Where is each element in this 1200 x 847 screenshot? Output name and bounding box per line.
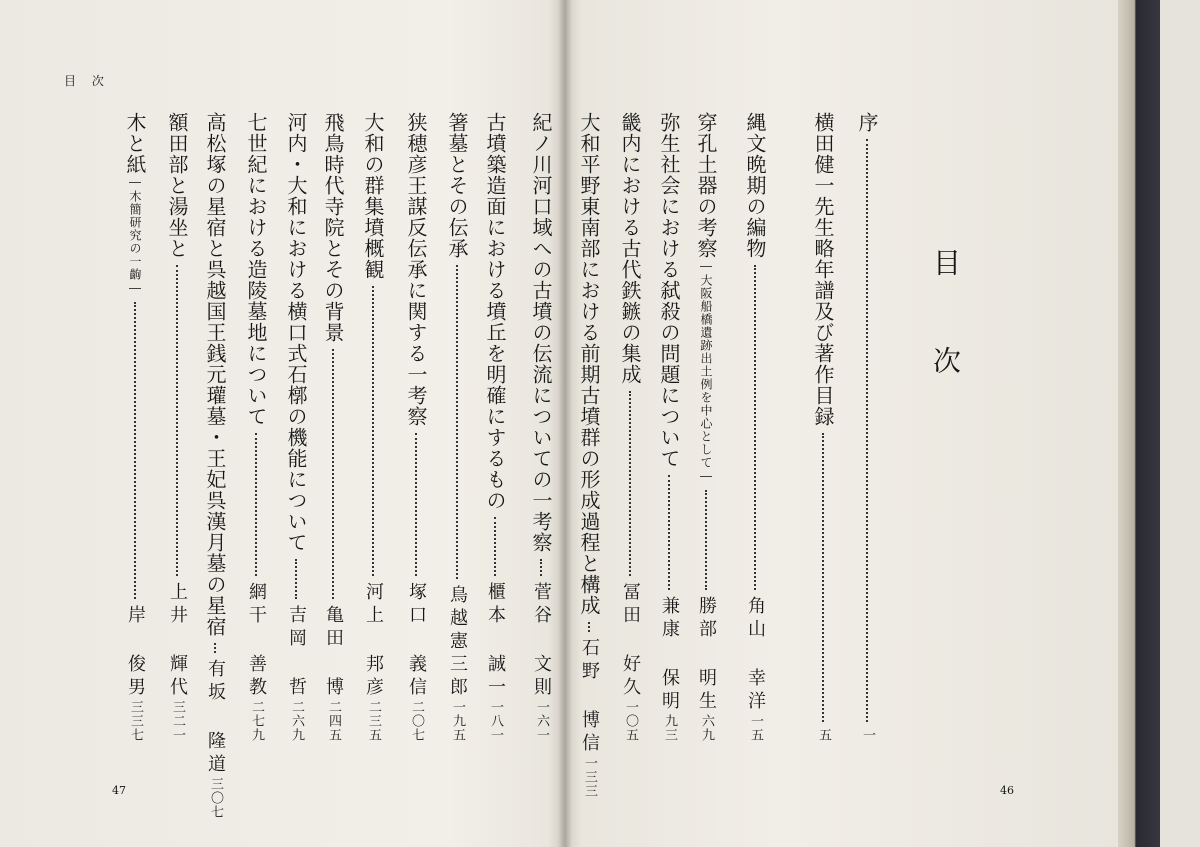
toc-entry — [482, 112, 508, 742]
toc-entry-author: 角山 幸洋 — [745, 596, 766, 714]
dot-leader — [822, 433, 824, 722]
toc-entry-title: 高松塚の星宿と呉越国王銭元瓘墓・王妃呉漢月墓の星宿 — [203, 112, 227, 637]
dot-leader — [415, 433, 417, 576]
toc-entry — [576, 112, 602, 798]
toc-entry-page: 一三三 — [582, 756, 597, 798]
toc-entry-page: 三二一 — [170, 700, 185, 742]
toc-entry-page: 一九五 — [450, 700, 465, 742]
dot-leader — [705, 490, 707, 590]
toc-entry — [122, 112, 148, 742]
toc-entry-author: 亀田 博 — [323, 605, 344, 700]
toc-entry-title: 大和の群集墳概観 — [361, 112, 385, 280]
toc-entry-page: 一五 — [748, 714, 763, 742]
toc-entry — [656, 112, 682, 742]
page-number-right: 46 — [1000, 784, 1014, 797]
dot-leader — [540, 559, 542, 576]
toc-entry-author: 吉岡 哲 — [286, 605, 307, 700]
toc-entry-title: 縄文晩期の編物 — [743, 112, 767, 259]
toc-entry-title: 穿孔土器の考察 — [694, 112, 718, 259]
toc-entry-title: 箸墓とその伝承 — [445, 112, 469, 259]
toc-entry — [810, 112, 836, 742]
toc-entry — [243, 112, 269, 742]
toc-entry-author: 河上 邦彦 — [363, 582, 384, 700]
dot-leader — [255, 433, 257, 576]
toc-entry-page: 二三五 — [366, 700, 381, 742]
toc-entry — [164, 112, 190, 742]
dot-leader — [456, 265, 458, 579]
toc-entry-title: 畿内における古代鉄鏃の集成 — [618, 112, 642, 385]
toc-entry-title: 紀ノ川河口域への古墳の伝流についての一考察 — [529, 112, 553, 553]
toc-entry — [693, 112, 719, 742]
toc-entry-page: 五 — [816, 728, 831, 742]
toc-entry-title: 弥生社会における弑殺の問題について — [657, 112, 681, 469]
toc-entry — [360, 112, 386, 742]
toc-entry-page: 一〇五 — [623, 700, 638, 742]
toc-entry-page: 一六一 — [534, 700, 549, 742]
toc-entry — [444, 112, 470, 742]
toc-entry-title: 横田健一先生略年譜及び著作目録 — [811, 112, 835, 427]
toc-entry — [202, 112, 228, 819]
dot-leader — [214, 643, 216, 653]
toc-entry — [854, 112, 880, 742]
page-number-left: 47 — [112, 784, 126, 797]
toc-entry-author: 石野 博信 — [579, 638, 600, 756]
toc-entry — [283, 112, 309, 742]
toc-entry — [617, 112, 643, 742]
toc-entry-title: 河内・大和における横口式石槨の機能について — [284, 112, 308, 553]
dot-leader — [134, 302, 136, 599]
dot-leader — [176, 265, 178, 576]
toc-entry-author: 上井 輝代 — [167, 582, 188, 700]
toc-entry-author: 勝部 明生 — [696, 596, 717, 714]
toc-entry-author: 冨田 好久 — [620, 582, 641, 700]
toc-entry-title: 古墳築造面における墳丘を明確にするもの — [483, 112, 507, 511]
dot-leader — [372, 286, 374, 576]
toc-entry-author: 櫃本 誠一 — [485, 582, 506, 700]
toc-entry-author: 岸 俊男 — [125, 605, 146, 700]
toc-entry-page: 二七九 — [249, 700, 264, 742]
dot-leader — [332, 349, 334, 599]
toc-entry-author: 菅谷 文則 — [531, 582, 552, 700]
toc-entry-title: 大和平野東南部における前期古墳群の形成過程と構成 — [577, 112, 601, 616]
toc-entry-page: 二〇七 — [409, 700, 424, 742]
toc-entry-title: 七世紀における造陵墓地について — [244, 112, 268, 427]
dot-leader — [295, 559, 297, 599]
toc-entry-page: 一八一 — [488, 700, 503, 742]
toc-entry — [528, 112, 554, 742]
toc-entry-page: 九三 — [662, 714, 677, 742]
toc-entry-page: 二四五 — [326, 700, 341, 742]
toc-entry-author: 鳥越憲三郎 — [447, 585, 468, 700]
toc-entry — [403, 112, 429, 742]
dot-leader — [588, 622, 590, 632]
toc-entry-title: 狭穂彦王謀反伝承に関する一考察 — [404, 112, 428, 427]
dot-leader — [754, 265, 756, 590]
toc-entry-author: 有坂 隆道 — [205, 659, 226, 777]
toc-entry-author: 網干 善教 — [246, 582, 267, 700]
toc-entry-author: 塚口 義信 — [406, 582, 427, 700]
dot-leader — [668, 475, 670, 590]
toc-entry-title: 木と紙 — [123, 112, 147, 175]
toc-entry-page: 二六九 — [289, 700, 304, 742]
book-cover-lining — [1160, 0, 1200, 847]
toc-entry-page: 三〇七 — [208, 777, 223, 819]
toc-entry-subtitle: ―大阪船橋遺跡出土例を中心として― — [699, 259, 713, 484]
toc-heading: 目次 — [929, 248, 962, 444]
toc-entry-page: 六九 — [699, 714, 714, 742]
toc-entry-title: 序 — [855, 112, 879, 133]
toc-entry-subtitle: ―木簡研究の一齣― — [128, 175, 142, 296]
dot-leader — [629, 391, 631, 576]
toc-entry-title: 飛鳥時代寺院とその背景 — [321, 112, 345, 343]
toc-entry-title: 額田部と湯坐と — [165, 112, 189, 259]
toc-entry-author: 兼康 保明 — [659, 596, 680, 714]
book-gutter — [558, 0, 572, 847]
toc-entry — [320, 112, 346, 742]
toc-entry-page: 三三七 — [128, 700, 143, 742]
dot-leader — [866, 139, 868, 722]
dot-leader — [494, 517, 496, 576]
running-head: 目 次 — [64, 74, 110, 88]
toc-entry-page: 一 — [860, 728, 875, 742]
toc-entry — [742, 112, 768, 742]
